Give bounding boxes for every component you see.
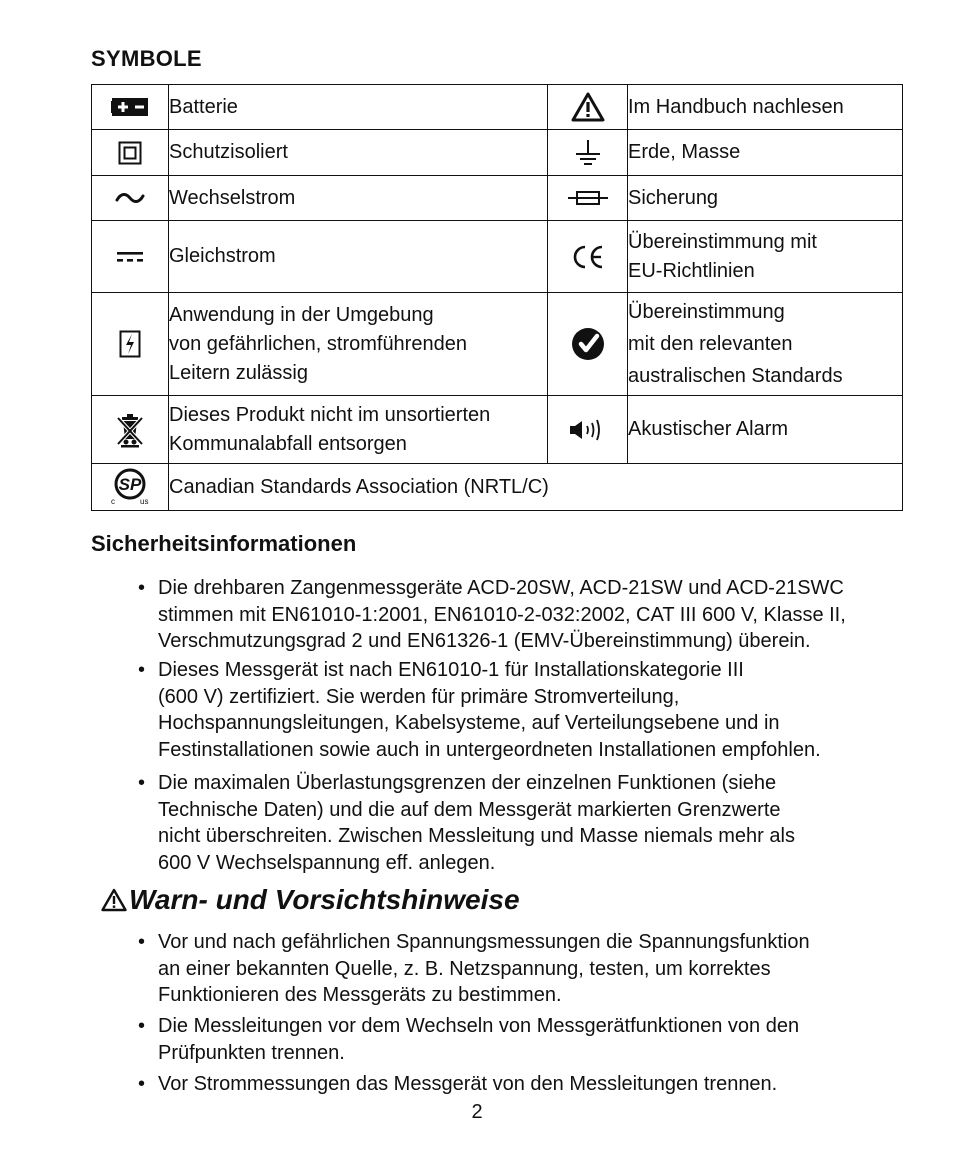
list-item — [138, 1013, 908, 1066]
bullet-point: • — [138, 577, 146, 599]
symbols-table — [91, 84, 903, 511]
svg-text:SP: SP — [118, 475, 142, 494]
list-item — [138, 575, 908, 655]
table-row — [92, 176, 903, 221]
bullet-point: • — [138, 1015, 146, 1037]
c-tick-icon — [548, 293, 628, 396]
symbol-label: Dieses Produkt nicht im unsortierten Kommunalabfall entsorgen — [169, 396, 548, 464]
list-item-text: Vor Strommessungen das Messgerät von den Messleitungen trennen. — [158, 1073, 778, 1095]
bullet-point: • — [138, 772, 146, 794]
ground-icon — [548, 130, 628, 176]
warnings-heading — [101, 884, 520, 919]
list-item — [138, 929, 908, 1009]
symbol-label: Canadian Standards Association (NRTL/C) — [169, 464, 903, 511]
speaker-beep-icon — [548, 396, 628, 464]
list-item — [138, 1071, 908, 1098]
list-item-text: Die maximalen Überlastungsgrenzen der einzelnen Funktionen (siehe Technische Daten) und die auf dem Messgerät markierten Grenzwerte nicht überschreiten. Zwischen Messleitung und Masse niemals mehr als 600 V Wechselspannung eff. anlegen. — [158, 772, 795, 874]
fuse-icon — [548, 176, 628, 221]
symbols-heading: SYMBOLE — [91, 46, 202, 71]
csa-logo-icon — [92, 464, 169, 511]
list-item-text: Dieses Messgerät ist nach EN61010-1 für Installationskategorie III (600 V) zertifiziert. Sie werden für primäre Stromverteilung, Hochspannungsleitungen, Kabelsysteme, auf Verteilungsebene und in Festinstallationen sowie auch in untergeordneten Installationen empfohlen. — [158, 659, 821, 761]
safety-heading: Sicherheitsinformationen — [91, 531, 357, 556]
list-item-text: Die Messleitungen vor dem Wechseln von Messgerätfunktionen von den Prüfpunkten trennen. — [158, 1015, 800, 1064]
symbol-label: Erde, Masse — [628, 130, 903, 176]
double-insulation-icon — [92, 130, 169, 176]
table-row — [92, 130, 903, 176]
page-number: 2 — [471, 1101, 483, 1123]
symbol-label: Wechselstrom — [169, 176, 548, 221]
symbol-label: Anwendung in der Umgebung von gefährlichen, stromführenden Leitern zulässig — [169, 293, 548, 396]
list-item-text: Die drehbaren Zangenmessgeräte ACD-20SW, ACD-21SW und ACD-21SWC stimmen mit EN61010-1:2001, EN61010-2-032:2002, CAT III 600 V, Klasse II, Verschmutzungsgrad 2 und EN61326-1 (EMV-Übereinstimmung) überein. — [158, 577, 846, 652]
symbol-label: Im Handbuch nachlesen — [628, 85, 903, 130]
warning-triangle-icon — [548, 85, 628, 130]
live-conductor-icon — [92, 293, 169, 396]
svg-text:c: c — [111, 497, 115, 506]
bullet-point: • — [138, 931, 146, 953]
table-row — [92, 85, 903, 130]
table-row — [92, 221, 903, 293]
bullet-point: • — [138, 1073, 146, 1095]
symbol-label: Sicherung — [628, 176, 903, 221]
list-item — [138, 657, 908, 763]
ac-tilde-icon — [92, 176, 169, 221]
symbol-label: Gleichstrom — [169, 221, 548, 293]
list-item — [138, 770, 908, 876]
dc-icon — [92, 221, 169, 293]
symbol-label: Übereinstimmung mit den relevanten australischen Standards — [628, 293, 903, 396]
table-row — [92, 396, 903, 464]
table-row — [92, 293, 903, 396]
list-item-text: Vor und nach gefährlichen Spannungsmessungen die Spannungsfunktion an einer bekannten Quelle, z. B. Netzspannung, testen, um korrektes Funktionieren des Messgeräts zu bestimmen. — [158, 931, 810, 1006]
warning-triangle-icon — [101, 887, 127, 919]
svg-text:us: us — [140, 497, 149, 506]
warnings-heading-text: Warn- und Vorsichtshinweise — [129, 884, 520, 915]
battery-icon — [92, 85, 169, 130]
bullet-point: • — [138, 659, 146, 681]
ce-mark-icon — [548, 221, 628, 293]
symbol-label: Übereinstimmung mit EU-Richtlinien — [628, 221, 903, 293]
table-row — [92, 464, 903, 511]
symbol-label: Batterie — [169, 85, 548, 130]
weee-crossed-bin-icon — [92, 396, 169, 464]
symbol-label: Schutzisoliert — [169, 130, 548, 176]
symbol-label: Akustischer Alarm — [628, 396, 903, 464]
